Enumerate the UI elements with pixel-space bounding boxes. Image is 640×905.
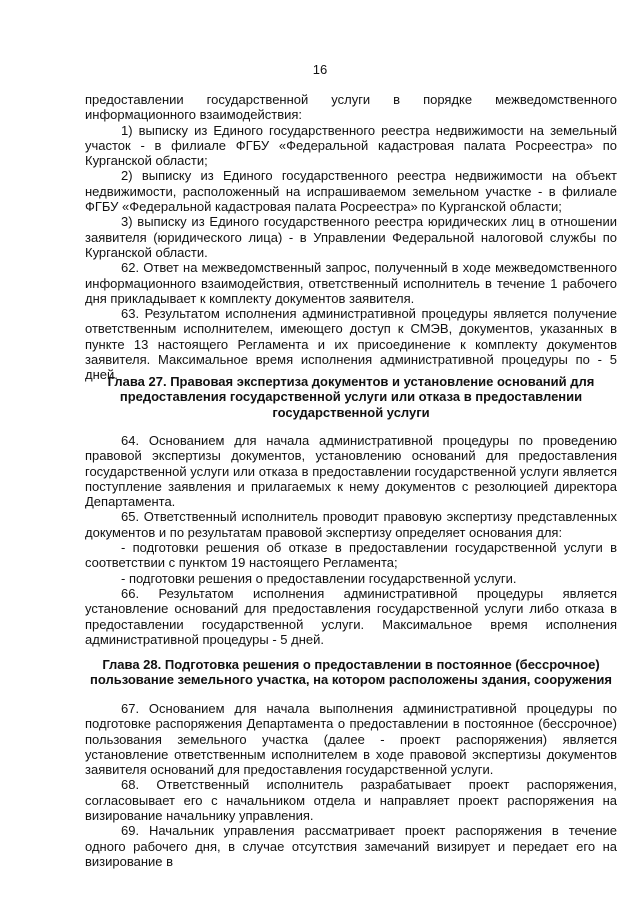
bullet-refusal: - подготовки решения об отказе в предоставлении государственной услуги в соответствии с пунктом 19 настоящего Регламента; bbox=[85, 540, 617, 571]
paragraph-69: 69. Начальник управления рассматривает проект распоряжения в течение одного рабочего дня, в случае отсутствия замечаний визирует и передает его на визирование в bbox=[85, 823, 617, 869]
chapter-27-heading: Глава 27. Правовая экспертиза документов и установление оснований для предоставления государственной услуги или отказа в предоставлении государственной услуги bbox=[107, 374, 595, 420]
list-item-1: 1) выписку из Единого государственного реестра недвижимости на земельный участок - в филиале ФГБУ «Федеральной кадастровая палата Росреестра» по Курганской области; bbox=[85, 122, 617, 169]
list-item-2: 2) выписку из Единого государственного реестра недвижимости на объект недвижимости, расположенный на испрашиваемом земельном участке - в филиале ФГБУ «Федеральной кадастровая палата Росреестра» по Курганской области; bbox=[85, 168, 617, 215]
chapter-28-heading: Глава 28. Подготовка решения о предоставлении в постоянное (бессрочное) пользование земельного участка, на котором расположены здания, сооружения bbox=[90, 657, 612, 688]
paragraph-66: 66. Результатом исполнения административной процедуры является установление оснований для предоставления государственной услуги либо отказа в предоставлении государственной услуги. Максимальное время исполнения административной процедуры - 5 дней. bbox=[85, 585, 617, 647]
section-continuation bbox=[85, 92, 617, 383]
page-number: 16 bbox=[312, 62, 328, 77]
paragraph-67: 67. Основанием для начала выполнения административной процедуры по подготовке распоряжения Департамента о предоставлении в постоянное (бессрочное) пользования земельного участка (далее - проект распоряжения) является установление ответственным исполнителем в ходе правовой экспертизы документов заявителя оснований для предоставления государственной услуги. bbox=[85, 701, 617, 778]
bullet-grant: - подготовки решения о предоставлении государственной услуги. bbox=[121, 570, 517, 586]
paragraph-63: 63. Результатом исполнения административной процедуры является получение ответственным исполнителем, имеющего доступ к СМЭВ, документов, указанных в пункте 13 настоящего Регламента и их присоединение к комплекту документов заявителя. Максимальное время исполнения административной процедуры по - 5 дней. bbox=[85, 306, 617, 383]
paragraph-64: 64. Основанием для начала административной процедуры по проведению правовой экспертизы документов, установлению оснований для предоставления государственной услуги или отказа в предоставлении государственной услуги является поступление заявления и прилагаемых к нему документов с резолюцией директора Департамента. bbox=[85, 433, 617, 510]
paragraph-intro-continued: предоставлении государственной услуги в порядке межведомственного информационного взаимодействия: bbox=[85, 92, 617, 123]
paragraph-62: 62. Ответ на межведомственный запрос, полученный в ходе межведомственного информационного взаимодействия, ответственный исполнитель в течение 1 рабочего дня прикладывает к комплекту документов заявителя. bbox=[85, 260, 617, 306]
paragraph-68: 68. Ответственный исполнитель разрабатывает проект распоряжения, согласовывает его с начальником отдела и направляет проект распоряжения на визирование начальнику управления. bbox=[85, 777, 617, 824]
list-item-3: 3) выписку из Единого государственного реестра юридических лиц в отношении заявителя (юридического лица) - в Управлении Федеральной налоговой службы по Курганской области. bbox=[85, 214, 617, 260]
chapter-28-body bbox=[85, 701, 617, 869]
chapter-27-body bbox=[85, 433, 617, 647]
paragraph-65: 65. Ответственный исполнитель проводит правовую экспертизу представленных документов и по результатам правовой экспертизу определяет основания для: bbox=[85, 509, 617, 540]
chapter-28-heading-wrap bbox=[85, 657, 617, 688]
chapter-27-heading-wrap bbox=[85, 374, 617, 420]
